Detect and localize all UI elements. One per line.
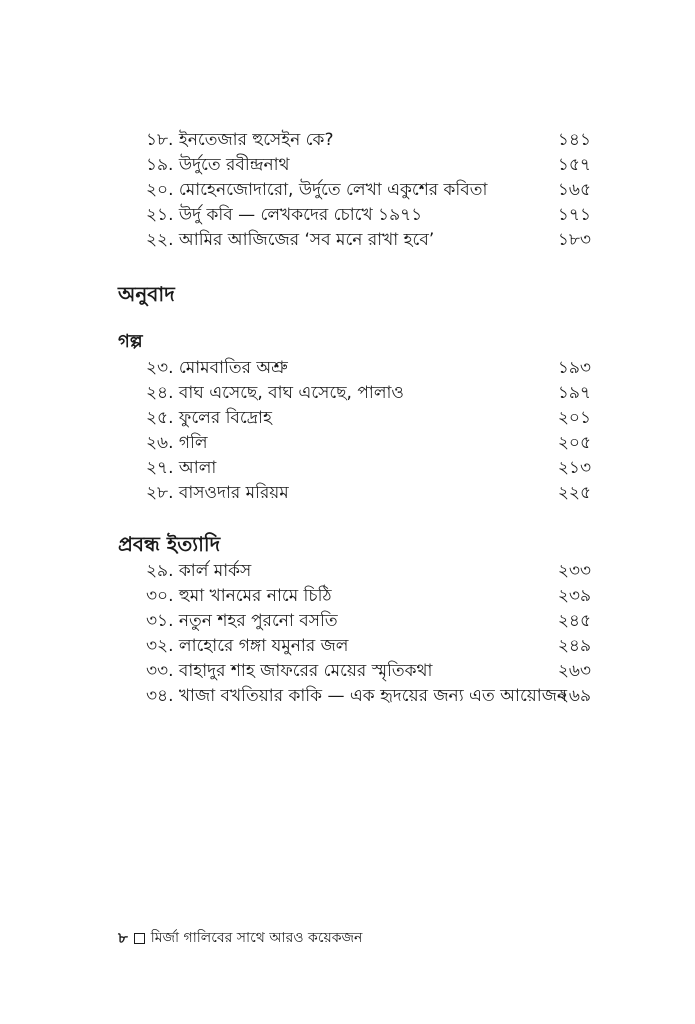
- subsection-heading-essays: প্রবন্ধ ইত্যাদি: [118, 532, 221, 556]
- toc-entry: [0, 633, 695, 659]
- toc-entry: [0, 152, 695, 178]
- toc-entry-title: ১৮. ইনতেজার হুসেইন কে?: [146, 130, 334, 150]
- toc-entry-page: ১৭১: [557, 205, 591, 225]
- subsection-heading-stories: গল্প: [118, 331, 143, 352]
- toc-entry-page: ২৬৯: [557, 686, 591, 706]
- footer-page-number: ৮: [118, 929, 128, 947]
- toc-entry: [0, 683, 695, 709]
- toc-entry-title: ২৭. আলা: [146, 458, 217, 478]
- toc-entry-title: ৩৪. খাজা বখতিয়ার কাকি — এক হৃদয়ের জন্য এত আয়োজন: [146, 686, 568, 706]
- toc-entry-page: ১৪১: [557, 130, 591, 150]
- toc-entry-page: ২৩৯: [557, 586, 591, 606]
- toc-entry-title: ২০. মোহেনজোদারো, উর্দুতে লেখা একুশের কবিতা: [146, 180, 488, 200]
- toc-entry: [0, 202, 695, 228]
- toc-entry-page: ২৩৩: [557, 561, 591, 581]
- toc-entry-title: ২৮. বাসওদার মরিয়ম: [146, 483, 289, 503]
- toc-entry-title: ৩৩. বাহাদুর শাহ জাফরের মেয়ের স্মৃতিকথা: [146, 661, 433, 681]
- toc-entry: [0, 455, 695, 481]
- footer-book-title: মির্জা গালিবের সাথে আরও কয়েকজন: [150, 930, 363, 946]
- toc-entry-title: ৩১. নতুন শহর পুরনো বসতি: [146, 611, 338, 631]
- toc-entry-page: ২০১: [557, 408, 591, 428]
- toc-entry: [0, 558, 695, 584]
- toc-entry-title: ৩০. হুমা খানমের নামে চিঠি: [146, 586, 332, 606]
- toc-entry-page: ২৬৩: [557, 661, 591, 681]
- toc-entry: [0, 658, 695, 684]
- toc-entry-title: ২৫. ফুলের বিদ্রোহ: [146, 408, 272, 428]
- toc-entry: [0, 480, 695, 506]
- toc-entry-title: ২৩. মোমবাতির অশ্রু: [146, 358, 288, 378]
- toc-entry-title: ২১. উর্দু কবি — লেখকদের চোখে ১৯৭১: [146, 205, 423, 225]
- toc-entry: [0, 380, 695, 406]
- toc-entry-title: ১৯. উর্দুতে রবীন্দ্রনাথ: [146, 155, 290, 175]
- toc-entry: [0, 583, 695, 609]
- toc-entry: [0, 127, 695, 153]
- toc-entry-page: ১৬৫: [557, 180, 591, 200]
- toc-entry-title: ২৯. কার্ল মার্কস: [146, 561, 252, 581]
- toc-entry: [0, 430, 695, 456]
- toc-entry-title: ৩২. লাহোরে গঙ্গা যমুনার জল: [146, 636, 349, 656]
- toc-entry-title: ২২. আমির আজিজের ‘সব মনে রাখা হবে’: [146, 230, 435, 250]
- toc-entry-page: ১৫৭: [557, 155, 591, 175]
- toc-entry: [0, 405, 695, 431]
- toc-entry-page: ১৮৩: [557, 230, 591, 250]
- page-footer: [118, 925, 362, 951]
- toc-entry: [0, 608, 695, 634]
- toc-entry: [0, 177, 695, 203]
- toc-entry-page: ২০৫: [557, 433, 591, 453]
- toc-entry-page: ১৯৭: [557, 383, 591, 403]
- toc-entry: [0, 355, 695, 381]
- toc-entry-title: ২৪. বাঘ এসেছে, বাঘ এসেছে, পালাও: [146, 383, 404, 403]
- section-heading-translation: অনুবাদ: [118, 282, 175, 306]
- toc-entry-page: ১৯৩: [557, 358, 591, 378]
- toc-entry-page: ২১৩: [557, 458, 591, 478]
- toc-entry-page: ২৪৫: [557, 611, 591, 631]
- toc-entry-page: ২২৫: [557, 483, 591, 503]
- toc-entry-title: ২৬. গলি: [146, 433, 208, 453]
- toc-entry: [0, 227, 695, 253]
- square-ornament-icon: [134, 933, 145, 944]
- toc-entry-page: ২৪৯: [557, 636, 591, 656]
